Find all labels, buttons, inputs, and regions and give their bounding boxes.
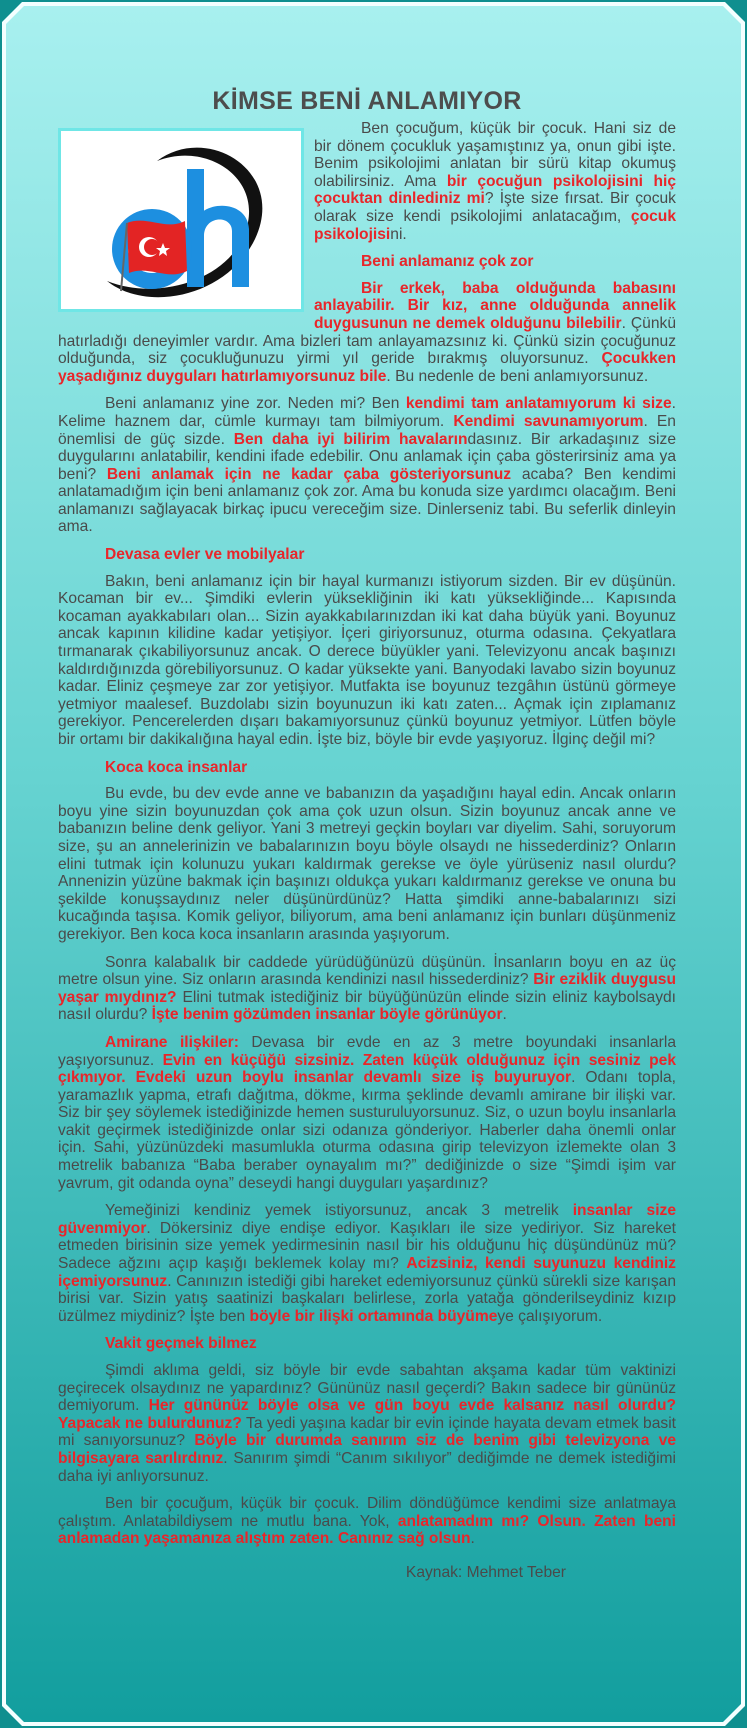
section-heading: Beni anlamanız çok zor	[361, 253, 534, 271]
paragraph-intro: Ben çocuğum, küçük bir çocuk. Hani siz de bir dönem çocukluk yaşamıştınız ya, onun gibi işte. Benim psikolojimi anlatan bir sürü kitap okumuş olabilirsiniz. Ama bir çocuğun psikolojisini hiç çocuktan dinlediniz mi? İşte size fırsat. Bir çocuk olarak size kendi psikolojimi anlatacağım, çocuk psikolojisini.	[314, 120, 676, 243]
article-title: KİMSE BENİ ANLAMIYOR	[212, 87, 522, 115]
section-heading: Vakit geçmek bilmez	[105, 1335, 257, 1353]
paragraph: Yemeğinizi kendiniz yemek istiyorsunuz, ancak 3 metrelik insanlar size güvenmiyor. Dökersiniz diye endişe ediyor. Kaşıkları ile size yediriyor. Siz hareket etmeden birisinin size yemek yedirmesinin nasıl bir his olduğunu hiç düşündünüz mü? Sadece ağzını açıp kaşığı beklemek kolay mı? Acizsiniz, kendi suyunuzu kendiniz içemiyorsunuz. Canınızın istediği gibi hareket edemiyorsunuz çünkü sürekli size karışan birisi var. Sizin yatış saatinizi başkaları belirlese, zorla yatağa gönderilseydiniz kızıp üzülmez miydiniz? İşte ben böyle bir ilişki ortamında büyümeye çalışıyorum.	[58, 1202, 677, 1325]
paragraph: Ben bir çocuğum, küçük bir çocuk. Dilim döndüğümce kendimi size anlatmaya çalıştım. Anlatabildiysem ne mutlu bana. Yok, anlatamadım mı? Olsun. Zaten beni anlamadan yaşamanıza alıştım zaten. Canınız sağ olsun.	[58, 1495, 676, 1548]
paragraph: Amirane ilişkiler: Devasa bir evde en az 3 metre boyundaki insanlarla yaşıyorsunuz. Evin en küçüğü sizsiniz. Zaten küçük olduğunuz için sesiniz pek çıkmıyor. Evdeki uzun boylu insanlar devamlı size iş buyuruyor. Odanı topla, yaramazlık yapma, etrafı dağıtma, dökme, kırma şeklinde devamlı amirane bir ilişki var. Siz bir şey söylemek istediğinizde hemen susturuluyorsunuz. Siz, o uzun boylu insanlarla vakit geçirmek istediğinizde onlar sizi odanıza gönderiyor. Haberler daha önemli onlar için. Sahi, yüzünüzdeki masumlukla oturma odasına girip televizyon izlemekte olan 3 metrelik babanıza “Baba beraber oynayalım mı?” dediğinizde o size “Şimdi işim var yavrum, git odanda oyna” deseydi hangi duyguları yaşardınız?	[58, 1033, 677, 1192]
section-heading: Devasa evler ve mobilyalar	[105, 546, 305, 564]
source-credit: Kaynak: Mehmet Teber	[405, 1563, 566, 1581]
paragraph: Beni anlamanız yine zor. Neden mi? Ben kendimi tam anlatamıyorum ki size. Kelime haznem dar, cümle kurmayı tam bilmiyorum. Kendimi savunamıyorum. En önemlisi de güç sizde. Ben daha iyi bilirim havalarındasınız. Bir arkadaşınız size duygularını anlatabilir, kendini ifade edebilir. Onu anlamak için çaba gösterirsiniz ama ya beni? Beni anlamak için ne kadar çaba gösteriyorsunuz acaba? Ben kendimi anlatamadığım için beni anlamanız çok zor. Ama bu konuda size yardımcı olacağım. Beni anlamanızı sağlayacak birkaç ipucu vereceğim size. Dinlerseniz tabi. Bu seferlik dinleyin ama.	[58, 395, 676, 536]
paragraph: Bu evde, bu dev evde anne ve babanızın da yaşadığını hayal edin. Ancak onların boyu yine sizin boyunuzdan çok ama çok uzun olsun. Sizin boyunuz ancak anne ve babanızın beline denk geliyor. Yani 3 metreyi geçkin boyları var diyelim. Sahi, soruyorum size, şu an annelerinizin ve babalarınızın boyu böyle olsaydı ne hissederdiniz? Onların elini tutmak için kolunuzu yukarı kaldırmak gerekse ve öyle yürüseniz nasıl olurdu? Annenizin yüzüne bakmak için başınızı oldukça yukarı kaldırmanız gerekse ve onuna bu şekilde konuşsaydınız neler düşünürdünüz? Hatta şimdiki anne-babalarınızı sizi kucağında taşısa. Komik geliyor, biliyorum, ama beni anlamanız için bunları düşünmeniz gerekiyor. Ben koca koca insanların arasında yaşıyorum.	[58, 785, 676, 943]
article	[58, 86, 676, 1582]
paragraph: Şimdi aklıma geldi, siz böyle bir evde sabahtan akşama kadar tüm vaktinizi geçirecek olsaydınız ne yapardınız? Gününüz nasıl geçerdi? Bakın sadece bir gününüz demiyorum. Her gününüz böyle olsa ve gün boyu evde kalsanız nasıl olurdu? Yapacak ne bulurdunuz? Ta yedi yaşına kadar bir evin içinde hayata devam etmek basit mi sanıyorsunuz? Böyle bir durumda sanırım siz de benim gibi televizyona ve bilgisayara sarılırdınız. Sanırım şimdi “Canım sıkılıyor” dediğimde ne demek istediğimi daha iyi anlıyorsunuz.	[58, 1362, 677, 1485]
logo-box	[58, 128, 304, 312]
logo	[87, 131, 277, 309]
paragraph: Bakın, beni anlamanız için bir hayal kurmanızı istiyorum sizden. Bir ev düşünün. Kocaman bir ev... Şimdiki evlerin yüksekliğinin iki katı yüksekliğinde... Kapısında kocaman ayakkabıları olan... Sizin ayakkabılarınızdan iki kat daha büyük yani. Boyunuz ancak kapının kilidine kadar yetişiyor. İçeri giriyorsunuz, oturma odasına. Çekyatlara tırmanarak çıkabiliyorsunuz ancak. O derece büyükler yani. Televizyonu ancak başınızı kaldırdığınızda görebiliyorsunuz. O kadar yüksekte yani. Banyodaki lavabo sizin boyunuz kadar. Eliniz çeşmeye zar zor yetişiyor. Mutfakta ise boyunuz tezgâhın üstünü görmeye yetmiyor maalesef. Buzdolabı sizin boyunuzun iki katı zaten... Açmak için zıplamanız gerekiyor. Pencerelerden dışarı bakamıyorsunuz çünkü boyunuz yetmiyor. Lütfen böyle bir ortamı bir dakikalığına hayal edin. İşte biz, böyle bir evde yaşıyoruz. İlginç değil mi?	[58, 572, 676, 748]
paragraph: Bir erkek, baba olduğunda babasını anlayabilir. Bir kız, anne olduğunda annelik duygusunun ne demek olduğunu bilebilir. Çünkü hatırladığı deneyimler vardır. Ama bizleri tam anlayamazsınız ki. Çünkü sizin çocuğunuz olduğunda, siz çocukluğunuzu yirmi yıl geride bırakmış oluyorsunuz. Çocukken yaşadığınız duyguları hatırlamıyorsunuz bile. Bu nedenle de beni anlamıyorsunuz.	[58, 279, 676, 385]
section-heading: Koca koca insanlar	[105, 758, 248, 776]
dh-logo-icon	[87, 131, 277, 309]
paragraph: Sonra kalabalık bir caddede yürüdüğünüzü düşünün. İnsanların boyu en az üç metre olsun yine. Siz onların arasında kendinizi nasıl hissederdiniz? Bir eziklik duygusu yaşar mıydınız? Elini tutmak istediğiniz bir büyüğünüzün elinde sizin eliniz kaybolsaydı nasıl olurdu? İşte benim gözümden insanlar böyle görünüyor.	[58, 953, 676, 1024]
